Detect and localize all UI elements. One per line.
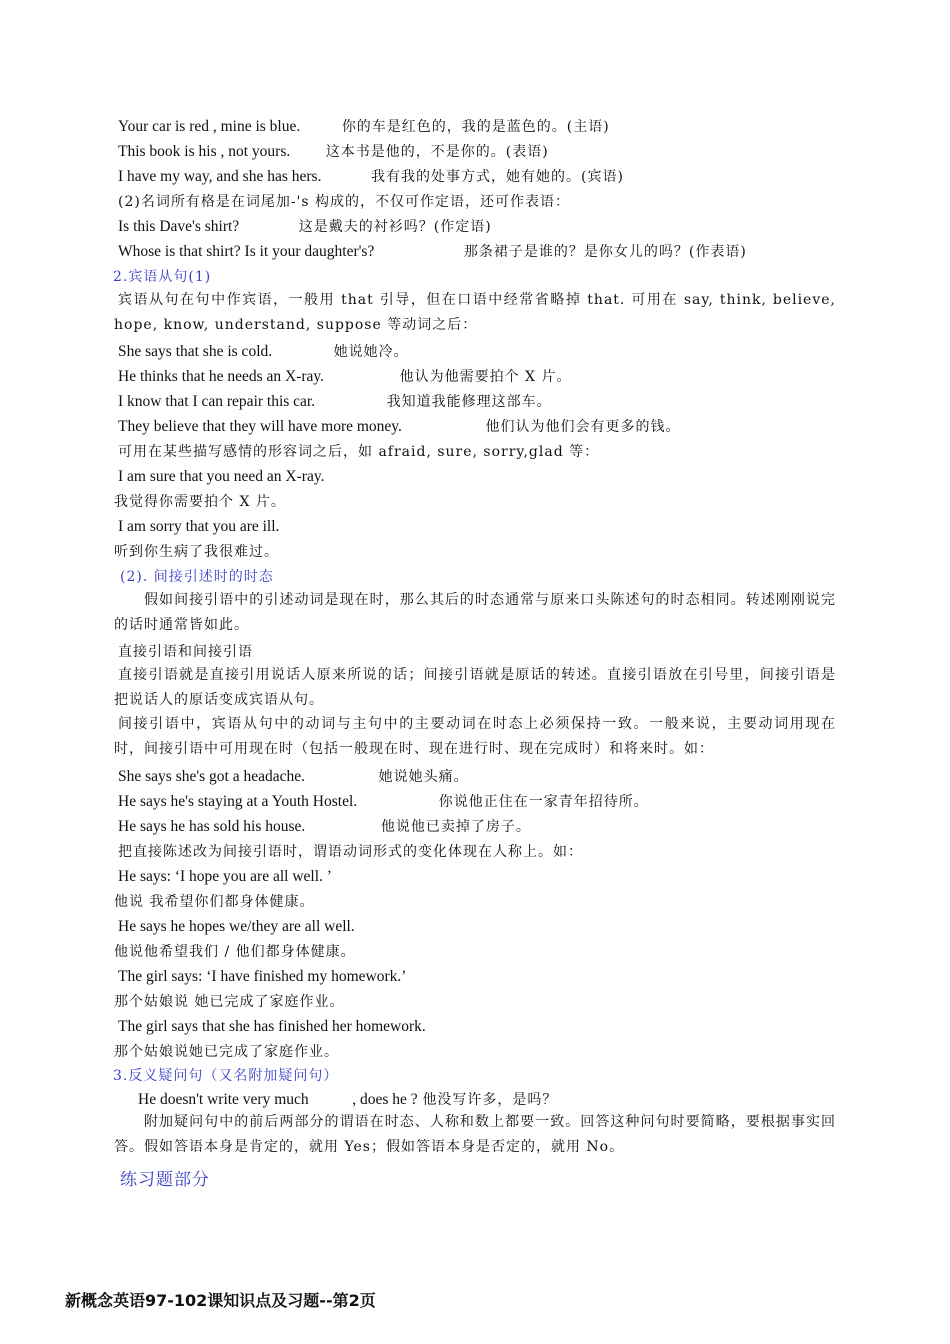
english-sentence: She says that she is cold. <box>118 343 273 360</box>
english-sentence: They believe that they will have more money. <box>118 418 402 435</box>
english-sentence: He thinks that he needs an X-ray. <box>118 368 325 385</box>
chinese-translation: 他说 我希望你们都身体健康。 <box>114 894 315 910</box>
example-line <box>118 341 409 362</box>
example-line <box>118 1016 426 1037</box>
example-line <box>118 516 279 537</box>
chinese-translation: 他认为他需要拍个 X 片。 <box>399 369 572 385</box>
chinese-translation: 这是戴夫的衬衫吗？(作定语) <box>298 219 492 235</box>
tag-question: , does he ? <box>352 1091 418 1108</box>
chinese-translation: 我有我的处事方式，她有她的。(宾语) <box>371 169 624 185</box>
example-line <box>118 466 324 487</box>
english-sentence: The girl says that she has finished her homework. <box>118 1018 426 1035</box>
example-translation-line <box>114 991 344 1012</box>
rule-note <box>118 191 570 212</box>
english-sentence: I am sure that you need an X-ray. <box>118 468 325 485</box>
example-line <box>118 241 747 262</box>
rule-text: 可用在某些描写感情的形容词之后，如 afraid, sure, sorry,glad 等： <box>118 444 600 460</box>
chinese-translation: 他们认为他们会有更多的钱。 <box>485 419 681 435</box>
example-line <box>118 416 681 437</box>
page-footer: 新概念英语97-102课知识点及习题--第2页 <box>65 1291 376 1310</box>
example-translation-line <box>114 491 286 512</box>
chinese-translation: 他没写许多，是吗？ <box>422 1092 558 1108</box>
example-line <box>118 141 549 162</box>
section-heading: 2.宾语从句(1) <box>113 269 212 285</box>
english-sentence: He says he has sold his house. <box>118 818 306 835</box>
object-clause-paragraph: 宾语从句在句中作宾语，一般用 that 引导，但在口语中经常省略掉 that. 可用在 say, think, believe, hope, know, understand, suppose 等动词之后： <box>114 292 836 333</box>
example-line <box>118 916 355 937</box>
chinese-translation: 你的车是红色的，我的是蓝色的。(主语) <box>341 119 610 135</box>
chinese-translation: 听到你生病了我很难过。 <box>114 544 279 560</box>
example-translation-line <box>114 941 356 962</box>
chinese-translation: 我觉得你需要拍个 X 片。 <box>114 494 286 510</box>
example-line <box>118 766 469 787</box>
example-translation-line <box>114 891 314 912</box>
example-line <box>118 116 610 137</box>
chinese-translation: 他说他希望我们 / 他们都身体健康。 <box>114 944 356 960</box>
english-sentence: Your car is red , mine is blue. <box>118 118 301 135</box>
english-sentence: She says she's got a headache. <box>118 768 306 785</box>
chinese-translation: 那个姑娘说她已完成了家庭作业。 <box>114 1044 339 1060</box>
example-line <box>118 216 492 237</box>
english-sentence: Whose is that shirt? Is it your daughter's? <box>118 243 375 260</box>
chinese-translation: 那条裙子是谁的？是你女儿的吗？(作表语) <box>463 244 747 260</box>
example-line <box>118 366 571 387</box>
rule-note <box>118 841 583 862</box>
section-heading: (2). 间接引述时的时态 <box>120 569 274 585</box>
exercise-heading: 练习题部分 <box>120 1170 210 1190</box>
english-sentence: I know that I can repair this car. <box>118 393 316 410</box>
example-translation-line <box>114 1041 339 1062</box>
example-line <box>118 791 649 812</box>
example-line <box>118 966 406 987</box>
english-sentence: He says he hopes we/they are all well. <box>118 918 355 935</box>
english-sentence: Is this Dave's shirt? <box>118 218 240 235</box>
example-line <box>138 1089 557 1110</box>
english-sentence: He says he's staying at a Youth Hostel. <box>118 793 358 810</box>
english-sentence: He says: ‘I hope you are all well. ’ <box>118 868 332 885</box>
chinese-translation: 我知道我能修理这部车。 <box>386 394 552 410</box>
direct-indirect-paragraph: 直接引语就是直接引用说话人原来所说的话；间接引语就是原话的转述。直接引语放在引号里，间接引语是把说话人的原话变成宾语从句。 <box>114 667 836 708</box>
rule-text: (2)名词所有格是在词尾加-'s 构成的，不仅可作定语，还可作表语： <box>118 194 571 210</box>
english-sentence: I am sorry that you are ill. <box>118 518 280 535</box>
chinese-translation: 你说他正住在一家青年招待所。 <box>438 794 649 810</box>
section-heading: 3.反义疑问句（又名附加疑问句） <box>113 1068 339 1084</box>
english-sentence: I have my way, and she has hers. <box>118 168 322 185</box>
rule-note <box>118 441 599 462</box>
subheading: 直接引语和间接引语 <box>118 644 253 660</box>
tense-paragraph: 假如间接引语中的引述动词是现在时，那么其后的时态通常与原来口头陈述句的时态相同。转述刚刚说完的话时通常皆如此。 <box>114 592 836 633</box>
example-line <box>118 816 531 837</box>
chinese-translation: 这本书是他的，不是你的。(表语) <box>325 144 549 160</box>
english-sentence: The girl says: ‘I have finished my homework.’ <box>118 968 407 985</box>
tag-question-paragraph: 附加疑问句中的前后两部分的谓语在时态、人称和数上都要一致。回答这种问句时要简略，要根据事实回答。假如答语本身是肯定的，就用 Yes；假如答语本身是否定的，就用 No。 <box>114 1114 836 1155</box>
chinese-translation: 那个姑娘说 她已完成了家庭作业。 <box>114 994 345 1010</box>
example-line <box>118 391 552 412</box>
example-line <box>118 866 332 887</box>
chinese-translation: 她说她头痛。 <box>378 769 469 785</box>
example-line <box>118 166 624 187</box>
consistency-paragraph: 间接引语中，宾语从句中的动词与主句中的主要动词在时态上必须保持一致。一般来说，主要动词用现在时，间接引语中可用现在时（包括一般现在时、现在进行时、现在完成时）和将来时。如： <box>114 716 836 757</box>
rule-text: 把直接陈述改为间接引语时，谓语动词形式的变化体现在人称上。如： <box>118 844 583 860</box>
chinese-translation: 她说她冷。 <box>333 344 409 360</box>
chinese-translation: 他说他已卖掉了房子。 <box>380 819 531 835</box>
english-sentence: He doesn't write very much <box>138 1091 309 1108</box>
example-translation-line <box>114 541 279 562</box>
english-sentence: This book is his , not yours. <box>118 143 291 160</box>
